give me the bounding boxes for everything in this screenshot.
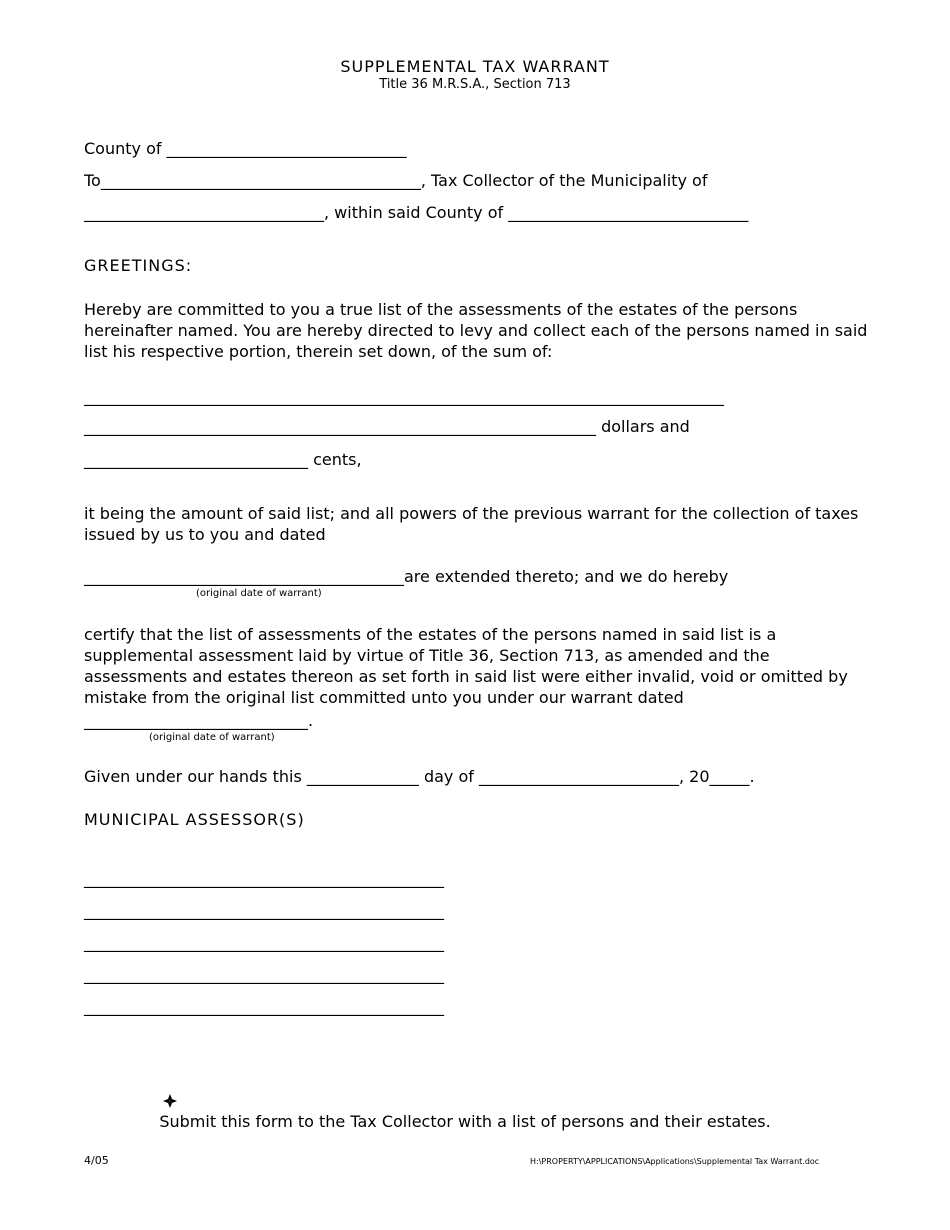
diamond-bullet-icon	[132, 1074, 159, 1131]
revision-date: 4/05	[84, 1154, 109, 1167]
being-amount-paragraph: it being the amount of said list; and all powers of the previous warrant for the collection of taxes issued by us to you and dated	[84, 504, 859, 544]
certify-paragraph: certify that the list of assessments of the estates of the persons named in said list is a supplemental assessment laid by virtue of Title 36, Section 713, as amended and the assessments and estates thereon as set forth in said list were either invalid, void or omitted by mistake from the original list committed unto you under our warrant dated	[84, 625, 848, 707]
document-title: SUPPLEMENTAL TAX WARRANT	[340, 57, 610, 76]
instruction-text: Submit this form to the Tax Collector with a list of persons and their estates.	[159, 1112, 771, 1131]
original-date-caption: (original date of warrant)	[196, 588, 322, 599]
original-date-caption: (original date of warrant)	[149, 732, 275, 743]
assessor-signature-line: _____________________________________________	[84, 901, 444, 920]
warrant-dated-line: ____________________________.	[84, 711, 314, 730]
amount-line-dollars: ________________________________________________________________ dollars and	[84, 417, 690, 436]
committed-paragraph: Hereby are committed to you a true list of the assessments of the estates of the persons hereinafter named. You are hereby directed to levy and collect each of the persons named in said list his respective portion, therein set down, of the sum of:	[84, 300, 868, 361]
assessor-signature-line: _____________________________________________	[84, 997, 444, 1016]
assessors-heading: MUNICIPAL ASSESSOR(S)	[84, 810, 305, 829]
greetings-heading: GREETINGS:	[84, 256, 193, 275]
extended-line: ________________________________________are extended thereto; and we do hereby	[84, 567, 729, 586]
within-county-line: ______________________________, within said County of ______________________________	[84, 203, 749, 222]
assessor-signature-line: _____________________________________________	[84, 965, 444, 984]
given-under-hands-line: Given under our hands this ______________ day of _________________________, 20_____.	[84, 767, 755, 786]
amount-line-1: ________________________________________________________________________________	[84, 387, 724, 406]
assessor-signature-line: _____________________________________________	[84, 869, 444, 888]
document-subtitle: Title 36 M.R.S.A., Section 713	[379, 77, 571, 92]
file-path: H:\PROPERTY\APPLICATIONS\Applications\Supplemental Tax Warrant.doc	[530, 1157, 820, 1166]
instruction-item	[112, 1055, 771, 1150]
to-collector-line: To________________________________________, Tax Collector of the Municipality of	[84, 171, 708, 190]
county-line: County of ______________________________	[84, 139, 407, 158]
assessor-signature-line: _____________________________________________	[84, 933, 444, 952]
amount-line-cents: ____________________________ cents,	[84, 450, 362, 469]
